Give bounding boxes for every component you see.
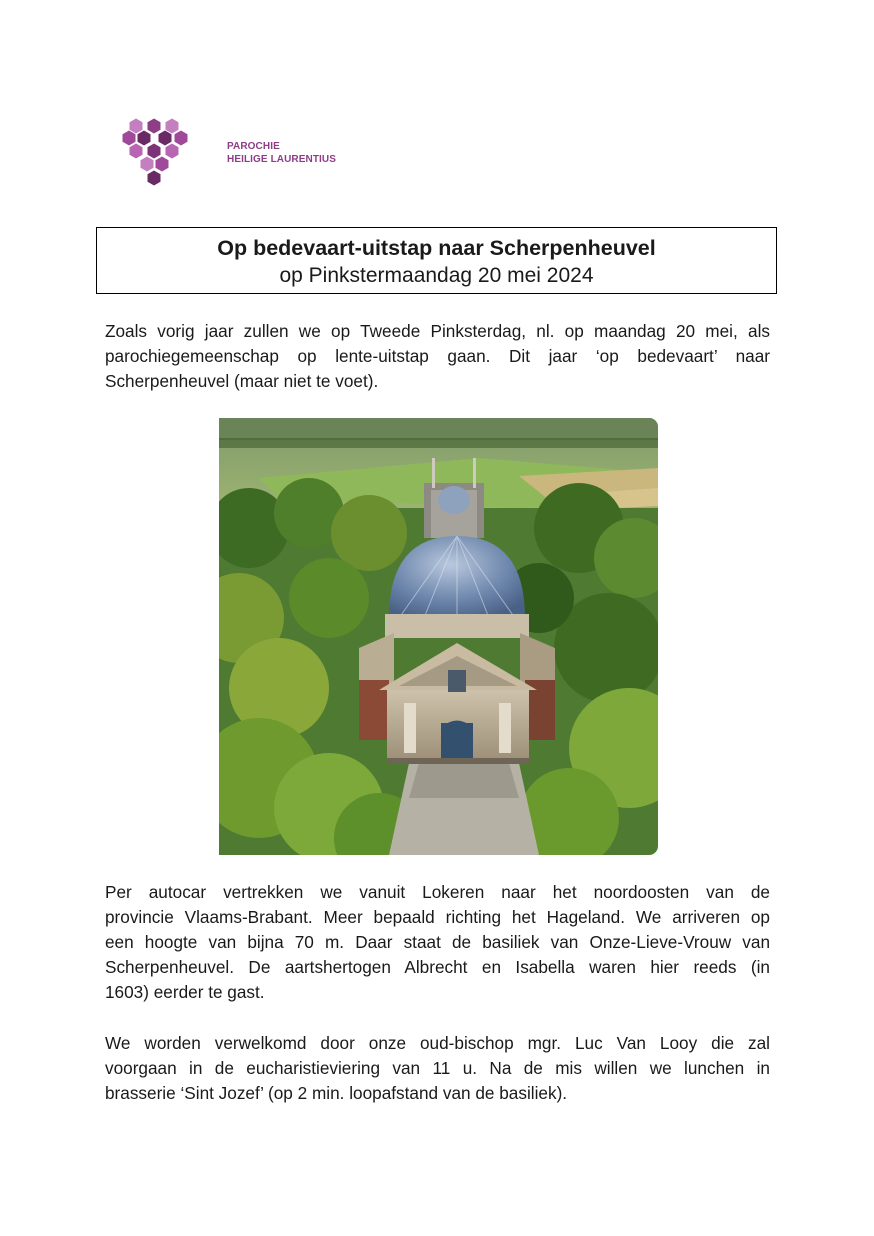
body1-line: Per autocar vertrekken we vanuit Lokeren naar het noordoosten van de (105, 882, 770, 902)
body1-line: 1603) eerder te gast. (105, 982, 265, 1002)
parish-name (227, 140, 336, 166)
body-paragraph-2 (105, 1031, 770, 1106)
basilica-aerial-image (219, 418, 658, 855)
title-box (96, 227, 777, 294)
page-subtitle: op Pinkstermaandag 20 mei 2024 (279, 264, 594, 287)
parish-logo-icon (120, 118, 192, 198)
parish-name-line1: PAROCHIE (227, 141, 280, 152)
body2-line: brasserie ‘Sint Jozef’ (op 2 min. loopafstand van de basiliek). (105, 1083, 568, 1103)
page-title: Op bedevaart-uitstap naar Scherpenheuvel (217, 236, 656, 260)
parish-name-line2: HEILIGE LAURENTIUS (227, 154, 337, 165)
body2-line: voorgaan in de eucharistieviering van 11 u. Na de mis willen we lunchen in (105, 1058, 770, 1078)
body1-line: provincie Vlaams-Brabant. Meer bepaald richting het Hageland. We arriveren op (105, 907, 770, 927)
body1-line: Scherpenheuvel. De aartshertogen Albrecht en Isabella waren hier reeds (in (105, 957, 770, 977)
intro-line: parochiegemeenschap op lente-uitstap gaan. Dit jaar ‘op bedevaart’ naar (105, 346, 770, 366)
body-paragraph-1 (105, 880, 770, 1005)
basilica-photo (219, 418, 658, 855)
body1-line: een hoogte van bijna 70 m. Daar staat de basiliek van Onze-Lieve-Vrouw van (105, 932, 770, 952)
body2-line: We worden verwelkomd door onze oud-bischop mgr. Luc Van Looy die zal (105, 1033, 770, 1053)
intro-line: Zoals vorig jaar zullen we op Tweede Pinksterdag, nl. op maandag 20 mei, als (105, 321, 770, 341)
intro-paragraph (105, 319, 770, 394)
intro-line: Scherpenheuvel (maar niet te voet). (105, 371, 379, 391)
